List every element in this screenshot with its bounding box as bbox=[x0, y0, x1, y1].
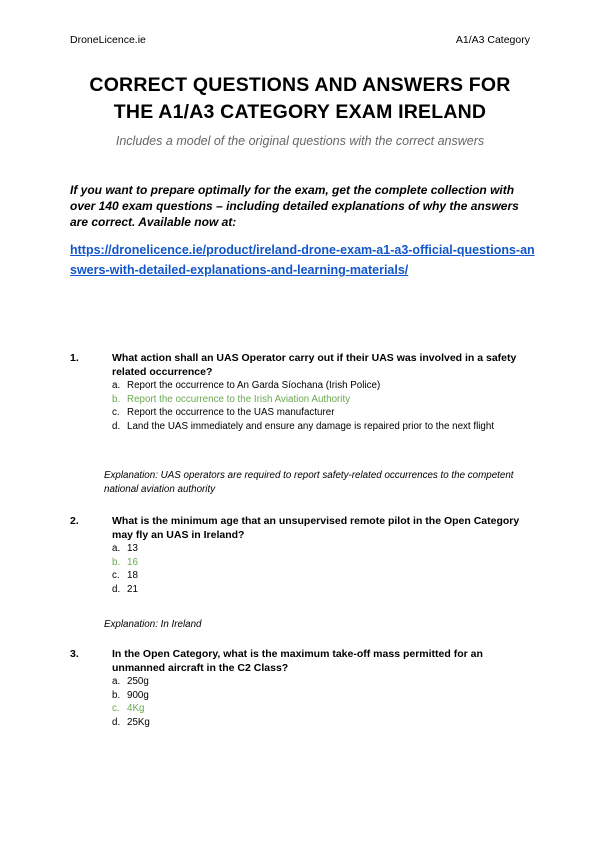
question-text: What action shall an UAS Operator carry out if their UAS was involved in a safety related occurrence? bbox=[112, 352, 517, 378]
answer-options bbox=[112, 675, 542, 729]
question-number: 3. bbox=[70, 648, 79, 660]
page-subtitle: Includes a model of the original questions with the correct answers bbox=[115, 134, 485, 148]
option-d: d. 21 bbox=[112, 583, 138, 595]
page-title bbox=[50, 72, 550, 126]
option-c-correct: c. 4Kg bbox=[112, 703, 145, 714]
option-b: b. 900g bbox=[112, 689, 149, 701]
question-text: What is the minimum age that an unsupervised remote pilot in the Open Category may fly an UAS in Ireland? bbox=[112, 515, 520, 541]
answer-options bbox=[112, 542, 542, 596]
page-title-line-1: CORRECT QUESTIONS AND ANSWERS FOR bbox=[89, 74, 511, 96]
question-number: 1. bbox=[70, 352, 79, 364]
option-c: c. 18 bbox=[112, 570, 138, 581]
promo-text: If you want to prepare optimally for the exam, get the complete collection with over 140 exam questions – including detailed explanations of why the answers are correct. Available now at: bbox=[70, 183, 519, 229]
header-site-name: DroneLicence.ie bbox=[70, 34, 146, 46]
option-d: d. Land the UAS immediately and ensure any damage is repaired prior to the next flight bbox=[112, 420, 495, 432]
header-category: A1/A3 Category bbox=[455, 34, 530, 46]
explanation-text: Explanation: In Ireland bbox=[104, 619, 202, 630]
explanation-text: Explanation: UAS operators are required to report safety-related occurrences to the competent national aviation authority bbox=[104, 470, 514, 495]
option-d: d. 25Kg bbox=[112, 716, 150, 728]
option-a: a. 13 bbox=[112, 543, 138, 554]
option-c: c. Report the occurrence to the UAS manufacturer bbox=[112, 407, 335, 418]
option-b-correct: b. Report the occurrence to the Irish Aviation Authority bbox=[112, 393, 351, 405]
option-b-correct: b. 16 bbox=[112, 556, 138, 568]
question-text: In the Open Category, what is the maximum take-off mass permitted for an unmanned aircraft in the C2 Class? bbox=[112, 648, 483, 674]
question-number: 2. bbox=[70, 515, 79, 527]
answer-options bbox=[112, 379, 542, 433]
option-a: a. Report the occurrence to An Garda Síochana (Irish Police) bbox=[112, 380, 381, 391]
option-a: a. 250g bbox=[112, 676, 149, 687]
product-link[interactable]: https://dronelicence.ie/product/ireland-drone-exam-a1-a3-official-questions-answers-with-detailed-explanations-and-learning-materials/ bbox=[70, 243, 535, 277]
page-title-line-2: THE A1/A3 CATEGORY EXAM IRELAND bbox=[113, 101, 487, 123]
